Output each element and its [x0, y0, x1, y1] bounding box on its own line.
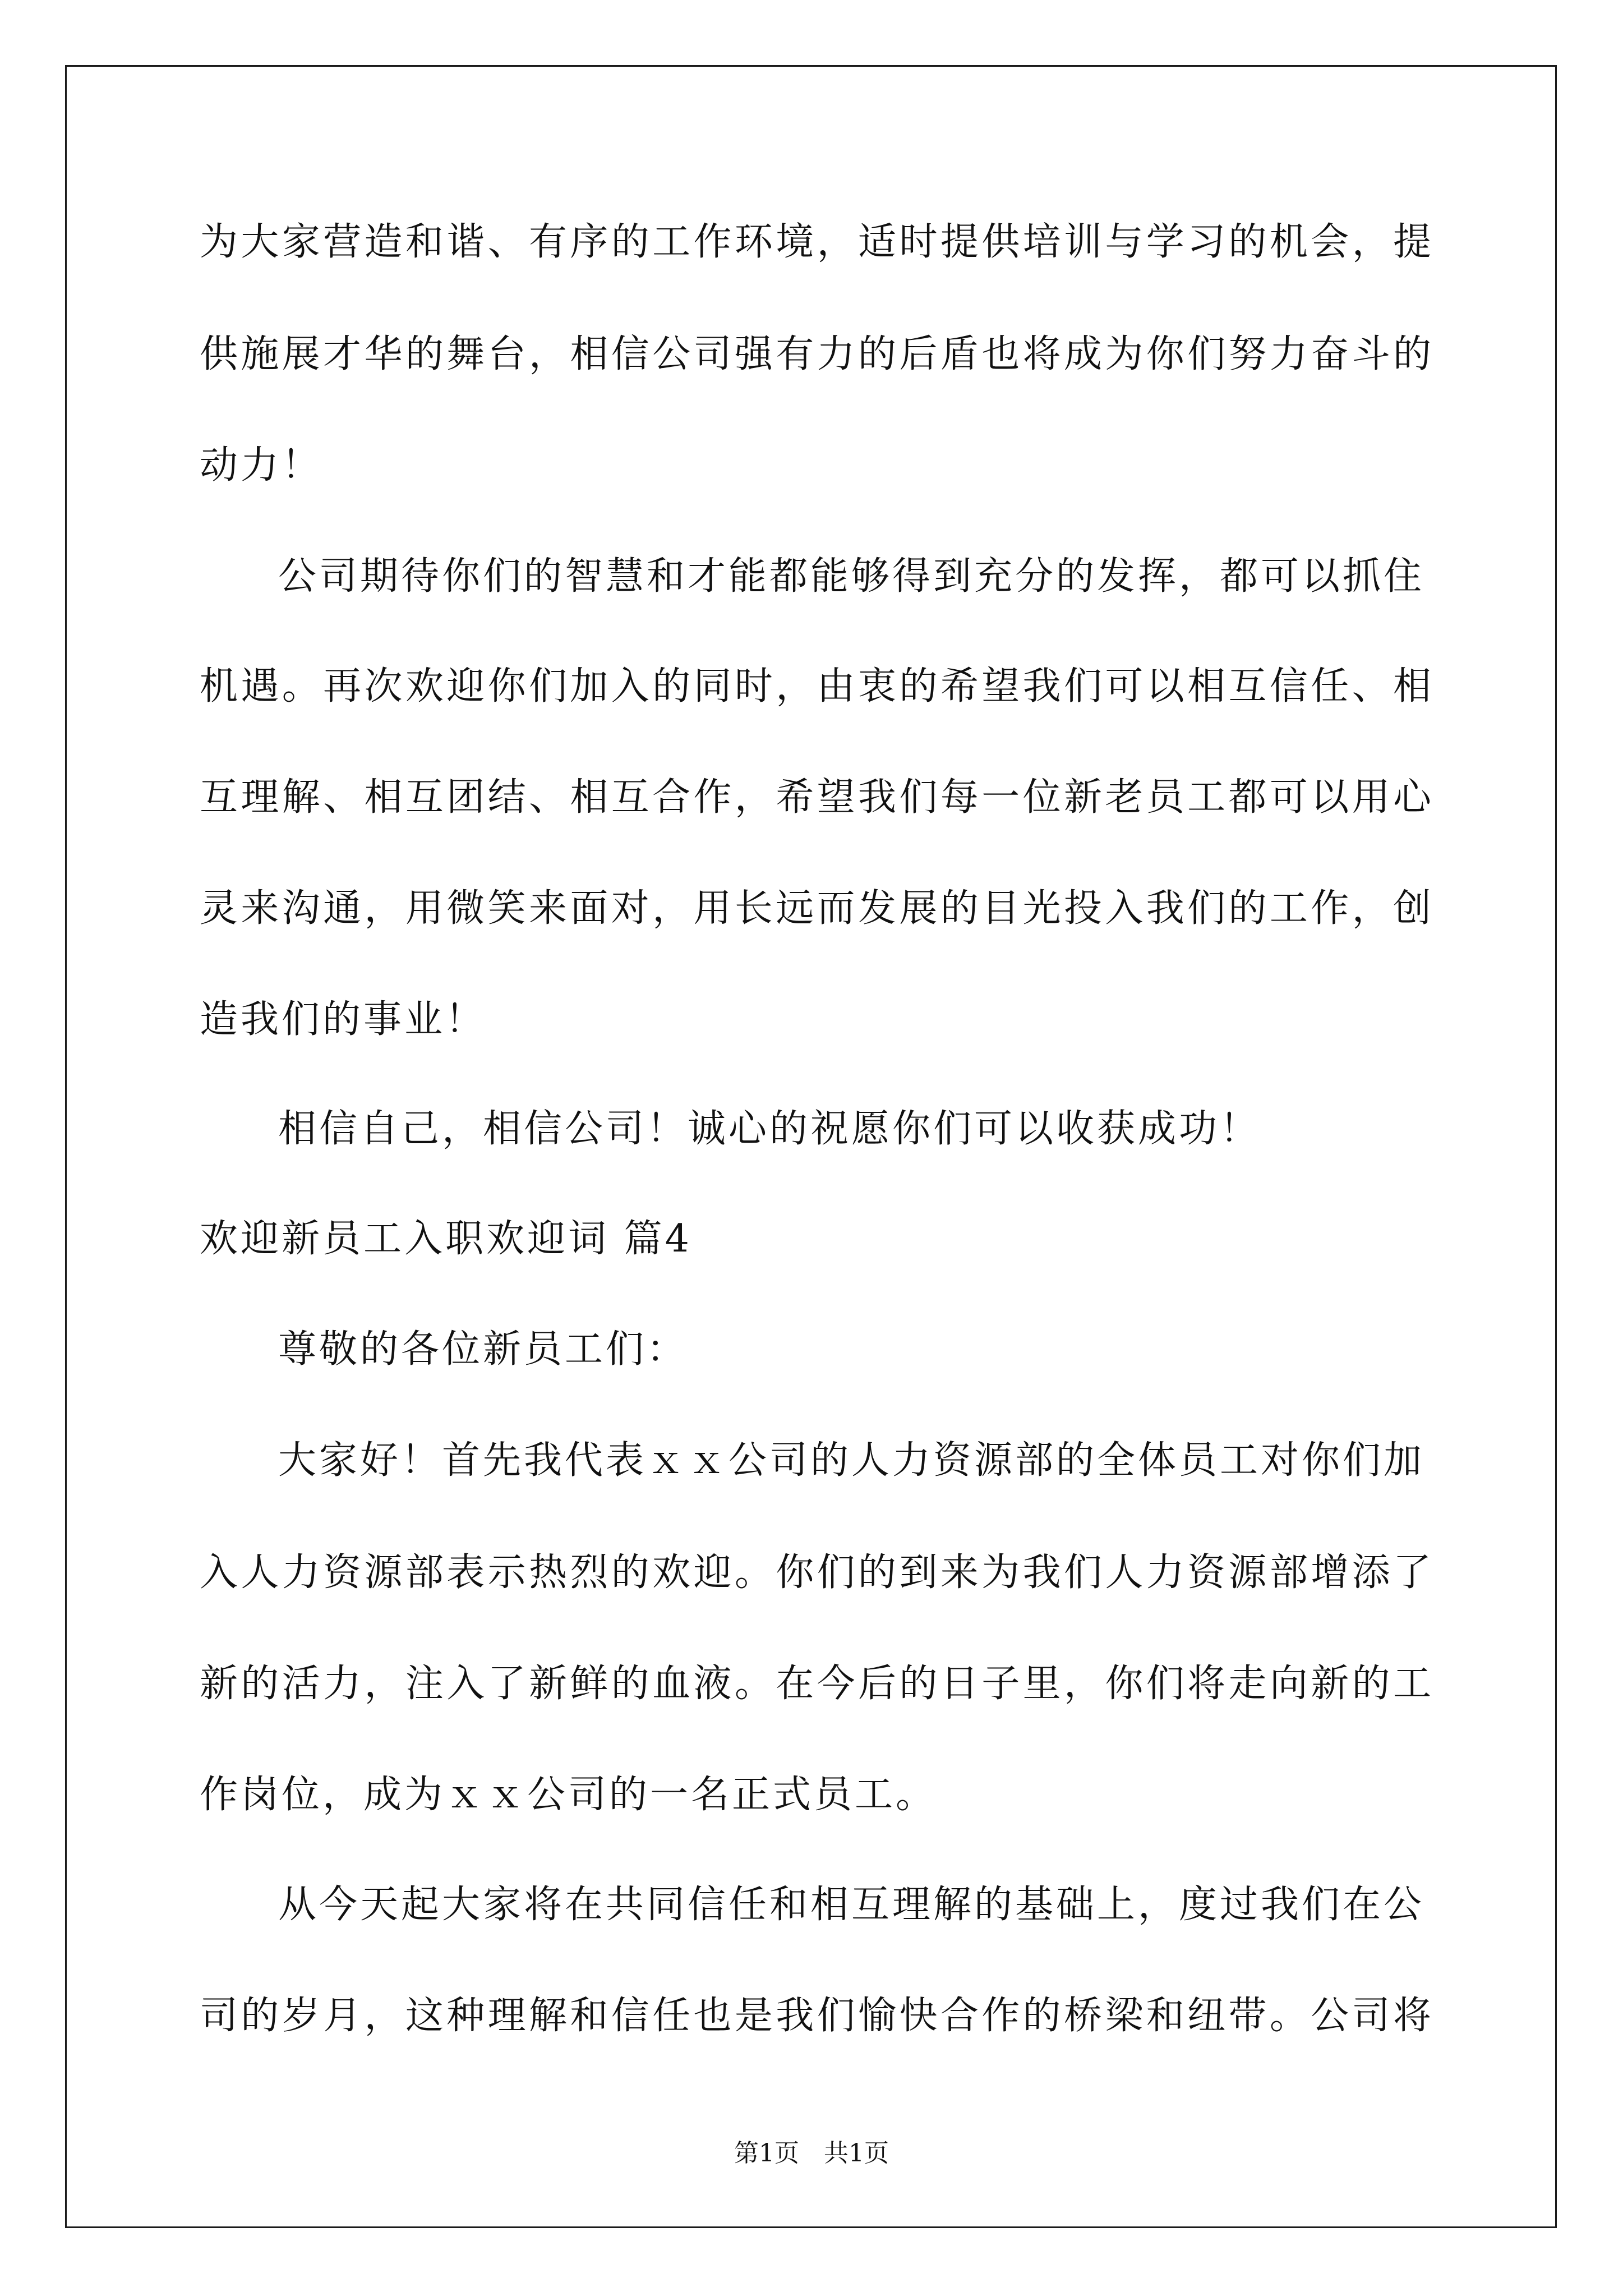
text-line: 从今天起大家将在共同信任和相互理解的基础上，度过我们在公 [278, 1883, 1425, 1927]
text-line: 公司期待你们的智慧和才能都能够得到充分的发挥，都可以抓住 [278, 554, 1425, 599]
text-line: 入人力资源部表示热烈的欢迎。你们的到来为我们人力资源部增添了 [200, 1550, 1431, 1595]
page-footer: 第1页 共1页 [734, 2139, 889, 2168]
text-line: 动力！ [200, 443, 323, 487]
text-line: 大家好！首先我代表ｘｘ公司的人力资源部的全体员工对你们加 [278, 1438, 1425, 1483]
text-line: 司的岁月，这种理解和信任也是我们愉快合作的桥梁和纽带。公司将 [200, 1994, 1431, 2038]
text-line: 新的活力，注入了新鲜的血液。在今后的日子里，你们将走向新的工 [200, 1662, 1431, 1706]
text-line: 造我们的事业！ [200, 997, 487, 1042]
text-line: 为大家营造和谐、有序的工作环境，适时提供培训与学习的机会，提 [200, 220, 1431, 264]
text-line: 灵来沟通，用微笑来面对，用长远而发展的目光投入我们的工作，创 [200, 886, 1431, 931]
text-line: 互理解、相互团结、相互合作，希望我们每一位新老员工都可以用心 [200, 775, 1431, 820]
text-line: 供施展才华的舞台，相信公司强有力的后盾也将成为你们努力奋斗的 [200, 332, 1431, 376]
salutation: 尊敬的各位新员工们： [278, 1327, 688, 1372]
text-line: 作岗位，成为ｘｘ公司的一名正式员工。 [200, 1773, 937, 1817]
section-heading: 欢迎新员工入职欢迎词 篇4 [200, 1217, 692, 1261]
text-line: 机遇。再次欢迎你们加入的同时，由衷的希望我们可以相互信任、相 [200, 664, 1431, 708]
text-line: 相信自己，相信公司！诚心的祝愿你们可以收获成功！ [278, 1107, 1261, 1151]
